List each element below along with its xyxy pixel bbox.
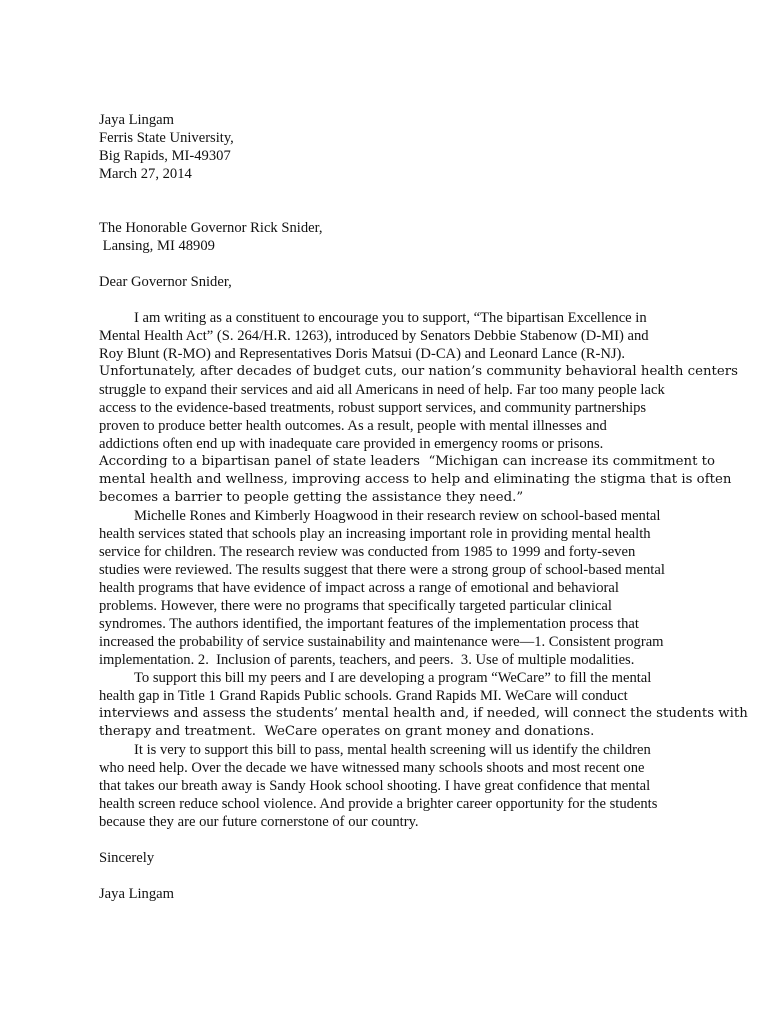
body-line: According to a bipartisan panel of state leaders “Michigan can increase its commitment to <box>99 454 715 469</box>
body-line: implementation. 2. Inclusion of parents, teachers, and peers. 3. Use of multiple modalities. <box>99 652 635 668</box>
recipient-city: Lansing, MI 48909 <box>99 238 215 254</box>
salutation: Dear Governor Snider, <box>99 274 232 290</box>
body-line: To support this bill my peers and I are developing a program “WeCare” to fill the mental <box>134 670 652 686</box>
body-line: service for children. The research review was conducted from 1985 to 1999 and forty-seven <box>99 544 636 560</box>
body-line: I am writing as a constituent to encourage you to support, “The bipartisan Excellence in <box>134 310 647 326</box>
closing: Sincerely <box>99 850 155 866</box>
sender-institution: Ferris State University, <box>99 130 234 146</box>
body-line: proven to produce better health outcomes. As a result, people with mental illnesses and <box>99 418 607 434</box>
recipient-name: The Honorable Governor Rick Snider, <box>99 220 323 236</box>
letter-date: March 27, 2014 <box>99 166 192 182</box>
body-line: who need help. Over the decade we have witnessed many schools shoots and most recent one <box>99 760 645 776</box>
body-line: struggle to expand their services and aid all Americans in need of help. Far too many people lack <box>99 382 665 398</box>
sender-city: Big Rapids, MI-49307 <box>99 148 231 164</box>
body-line: health services stated that schools play an increasing important role in providing mental health <box>99 526 651 542</box>
body-line: because they are our future cornerstone of our country. <box>99 814 419 830</box>
body-line: access to the evidence-based treatments, robust support services, and community partnerships <box>99 400 647 416</box>
body-line: Michelle Rones and Kimberly Hoagwood in their research review on school-based mental <box>134 508 661 524</box>
body-line: It is very to support this bill to pass, mental health screening will us identify the children <box>134 742 651 758</box>
signature-name: Jaya Lingam <box>99 886 174 902</box>
body-line: becomes a barrier to people getting the assistance they need.” <box>99 490 524 505</box>
sender-name: Jaya Lingam <box>99 112 174 128</box>
body-line: that takes our breath away is Sandy Hook school shooting. I have great confidence that mental <box>99 778 651 794</box>
body-line: therapy and treatment. WeCare operates on grant money and donations. <box>99 724 595 739</box>
body-line: studies were reviewed. The results suggest that there were a strong group of school-based mental <box>99 562 665 578</box>
body-line: Unfortunately, after decades of budget cuts, our nation’s community behavioral health centers <box>99 364 738 379</box>
body-line: addictions often end up with inadequate care provided in emergency rooms or prisons. <box>99 436 604 452</box>
body-line: health screen reduce school violence. And provide a brighter career opportunity for the students <box>99 796 658 812</box>
body-line: interviews and assess the students’ mental health and, if needed, will connect the students with <box>99 706 748 721</box>
body-line: syndromes. The authors identified, the important features of the implementation process that <box>99 616 639 632</box>
body-line: mental health and wellness, improving access to help and eliminating the stigma that is often <box>99 472 732 487</box>
body-line: problems. However, there were no programs that specifically targeted particular clinical <box>99 598 612 614</box>
body-line: health gap in Title 1 Grand Rapids Public schools. Grand Rapids MI. WeCare will conduct <box>99 688 628 704</box>
body-line: Mental Health Act” (S. 264/H.R. 1263), introduced by Senators Debbie Stabenow (D-MI) and <box>99 328 649 344</box>
body-line: Roy Blunt (R-MO) and Representatives Doris Matsui (D-CA) and Leonard Lance (R-NJ). <box>99 346 626 362</box>
body-line: health programs that have evidence of impact across a range of emotional and behavioral <box>99 580 619 596</box>
body-line: increased the probability of service sustainability and maintenance were—1. Consistent program <box>99 634 664 650</box>
